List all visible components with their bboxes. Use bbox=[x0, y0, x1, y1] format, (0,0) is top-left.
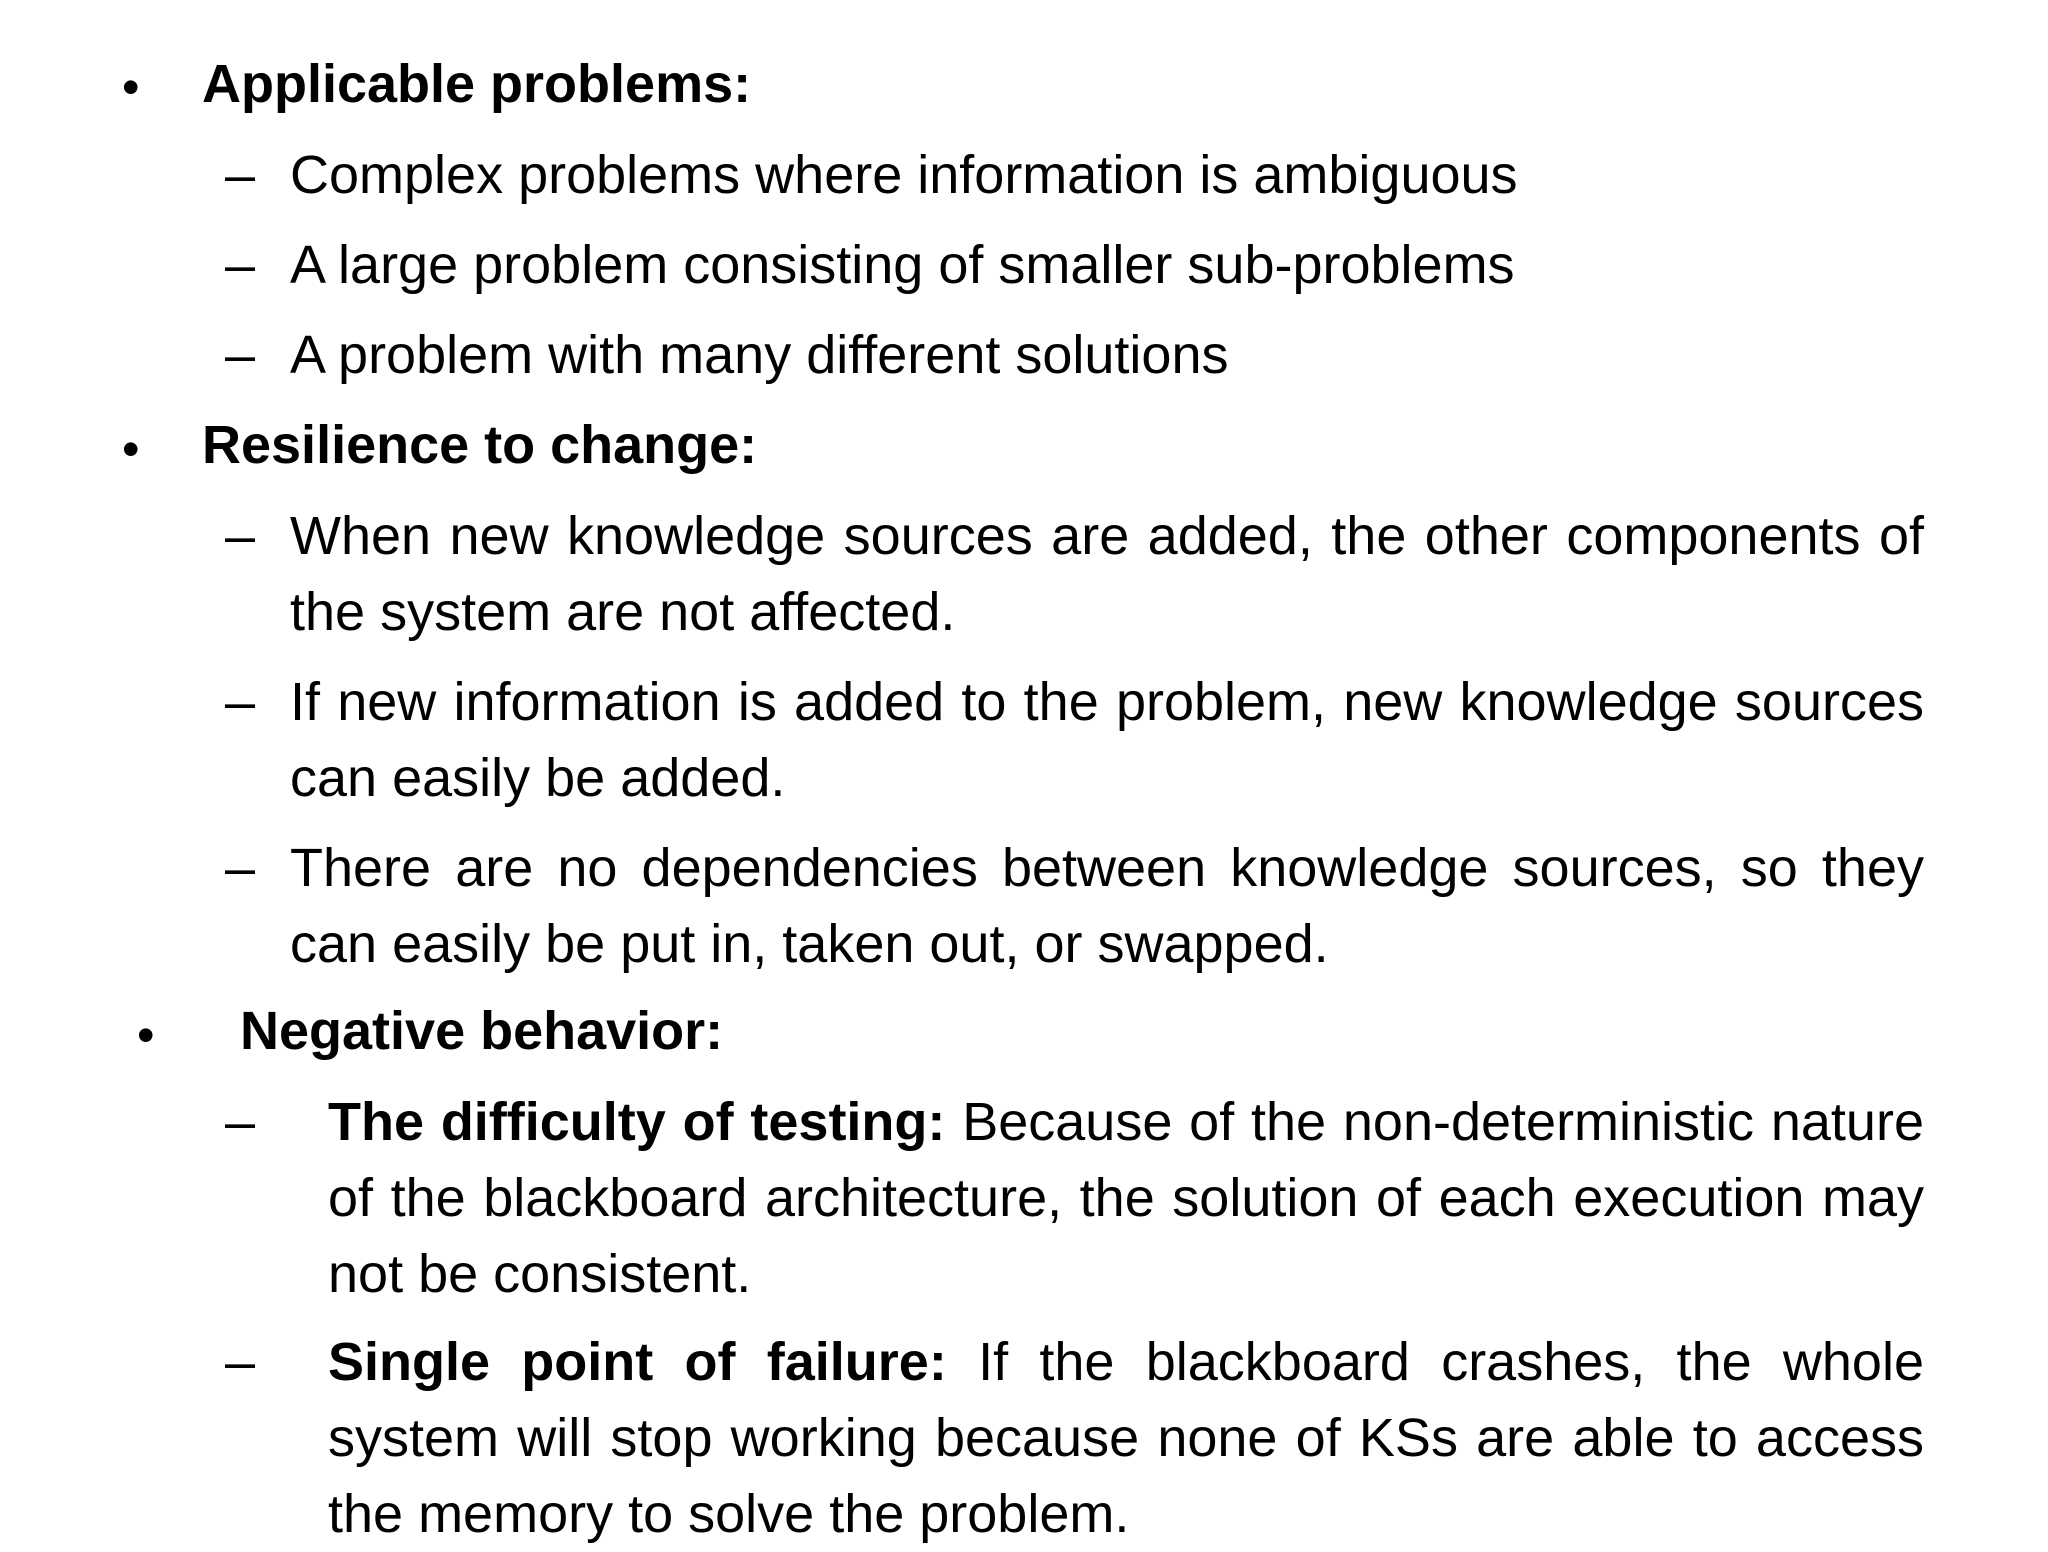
dash-marker: – bbox=[225, 325, 256, 385]
list-item: A problem with many different solutions bbox=[290, 325, 1229, 385]
item-label: Single point of failure: bbox=[328, 1332, 947, 1392]
list-item: There are no dependencies between knowledge sources, so they can easily be put in, taken out, or swapped. bbox=[290, 838, 1924, 974]
section-heading-resilience-to-change: Resilience to change: bbox=[202, 415, 758, 475]
list-item: A large problem consisting of smaller sub-problems bbox=[290, 235, 1515, 295]
dash-marker: – bbox=[225, 145, 256, 205]
dash-marker: – bbox=[225, 506, 256, 566]
item-text: If the blackboard crashes, the whole system will stop working because none of KSs are able to access the memory to solve the problem. bbox=[328, 1332, 1924, 1544]
list-item: When new knowledge sources are added, the other components of the system are not affected. bbox=[290, 506, 1924, 642]
section-heading-negative-behavior: Negative behavior: bbox=[240, 1001, 724, 1061]
bullet-marker: • bbox=[137, 1007, 155, 1063]
list-item: Complex problems where information is ambiguous bbox=[290, 145, 1518, 205]
dash-marker: – bbox=[225, 1332, 256, 1392]
bullet-marker: • bbox=[122, 421, 140, 477]
section-heading-applicable-problems: Applicable problems: bbox=[202, 54, 752, 114]
dash-marker: – bbox=[225, 235, 256, 295]
dash-marker: – bbox=[225, 838, 256, 898]
item-text: Because of the non-deterministic nature of the blackboard architecture, the solution of each execution may not be consistent. bbox=[328, 1092, 1924, 1304]
bullet-marker: • bbox=[122, 59, 140, 115]
dash-marker: – bbox=[225, 1092, 256, 1152]
list-item: If new information is added to the problem, new knowledge sources can easily be added. bbox=[290, 672, 1924, 808]
list-item bbox=[328, 1084, 1924, 1312]
dash-marker: – bbox=[225, 672, 256, 732]
list-item bbox=[328, 1324, 1924, 1552]
item-label: The difficulty of testing: bbox=[328, 1092, 946, 1152]
